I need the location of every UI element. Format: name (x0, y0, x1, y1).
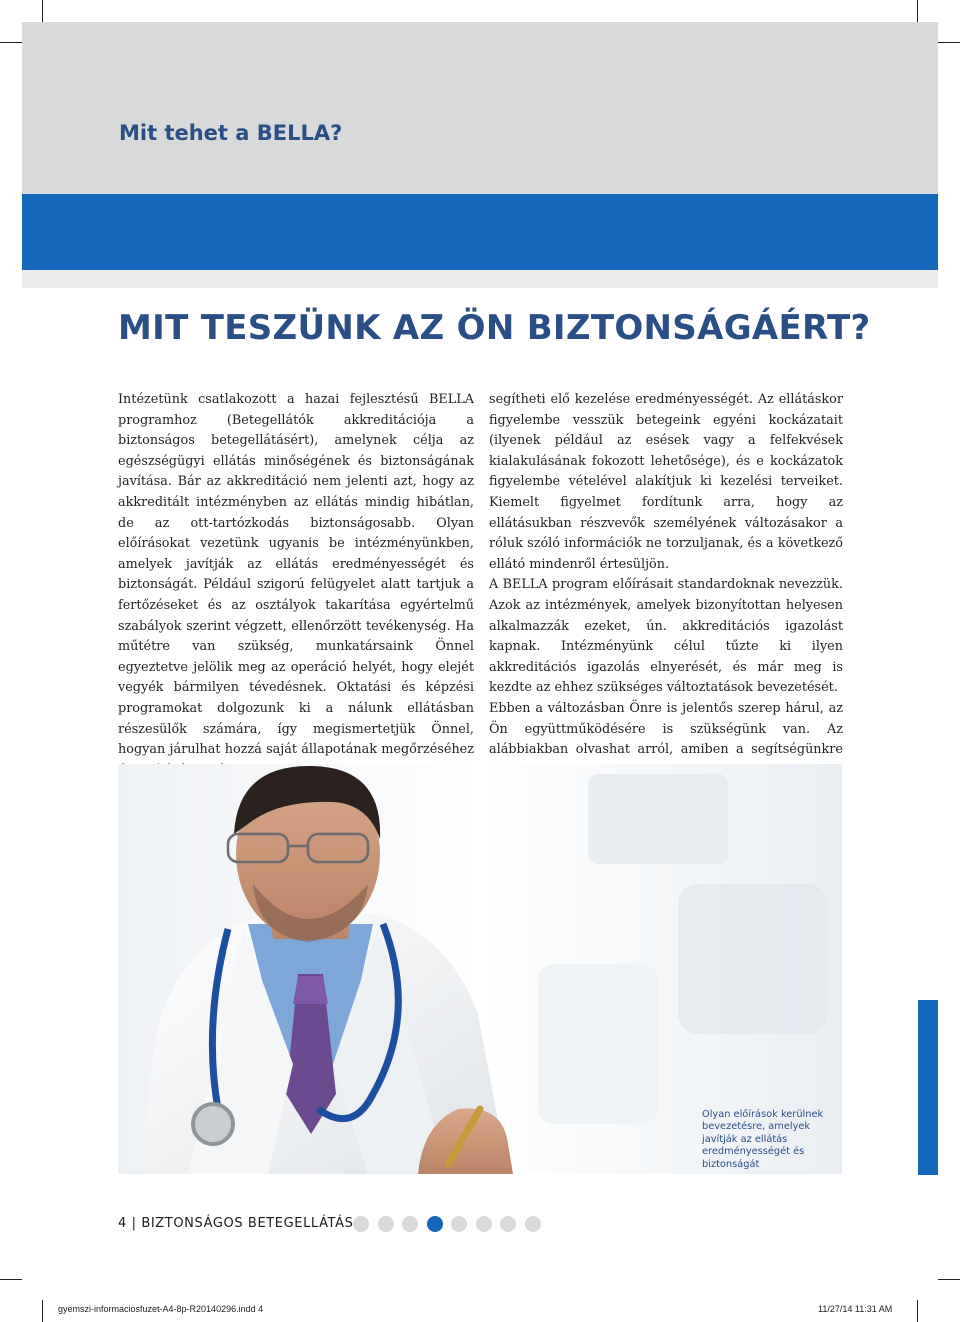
page-dot (500, 1216, 516, 1232)
page-dot (476, 1216, 492, 1232)
page-dot (451, 1216, 467, 1232)
page-dot (525, 1216, 541, 1232)
blue-band (22, 194, 938, 270)
crop-mark (938, 1279, 960, 1280)
body-column-right (489, 390, 843, 781)
light-band (22, 270, 938, 288)
side-accent-bar (918, 1000, 938, 1175)
page-dot (402, 1216, 418, 1232)
crop-mark (42, 1300, 43, 1322)
body-paragraph: Intézetünk csatlakozott a hazai fejlesztésű BELLA programhoz (Betegellátók akkreditációja a biztonságos betegellátásért), amelynek célja az egészségügyi ellátás minőségének és biztonságának javítása. Bár az akkreditáció nem jelenti azt, hogy az akkreditált intézményben az ellátás mindig hibátlan, de az ott-tartózkodás biztonságosabb. Olyan előírásokat vezetünk ugyanis be intézményünkben, amelyek javítják az ellátás eredményességét és biztonságát. Például szigorú felügyelet alatt tartjuk a fertőzéseket és az osztályok takarítása egyértelmű szabályok szerint végzett, ellenőrzött tevékenység. Ha műtétre van szükség, munkatársaink Önnel egyeztetve jelölik meg az operáció helyét, hogy elejét vegyék bármilyen tévedésnek. Oktatási és képzési programokat dolgozunk ki a nálunk ellátásban részesülők számára, így megismertetjük Önnel, hogyan járulhat hozzá saját állapotának megőrzéséhez (118, 392, 474, 758)
body-paragraph: A BELLA program előírásait standardoknak nevezzük. Azok az intézmények, amelyek bizonyítottan helyesen alkalmazzák ezeket, ún. akkreditációs igazolást kapnak. Intézményünk célul tűzte ki ilyen akkreditációs igazolás elnyerését, és már meg is kezdte az ehhez szükséges változtatások bevezetését. (489, 577, 843, 696)
page-dot (378, 1216, 394, 1232)
doctor-photo (118, 764, 842, 1174)
crop-mark (42, 0, 43, 22)
slug-timestamp: 11/27/14 11:31 AM (818, 1304, 893, 1314)
crop-mark (917, 1300, 918, 1322)
crop-mark (0, 1279, 22, 1280)
header-band (22, 22, 938, 194)
page-title: MIT TESZÜNK AZ ÖN BIZTONSÁGÁÉRT? (118, 308, 871, 348)
page-dot (353, 1216, 369, 1232)
crop-mark (917, 0, 918, 22)
crop-mark (938, 42, 960, 43)
footer-page-label: 4 | BIZTONSÁGOS BETEGELLÁTÁS (118, 1216, 354, 1231)
page-dot-active (427, 1216, 443, 1232)
section-label: Mit tehet a BELLA? (119, 121, 343, 145)
slug-file: gyemszi-informaciosfuzet-A4-8p-R20140296.indd 4 (58, 1304, 264, 1314)
body-column-left (118, 390, 474, 781)
body-paragraph: segítheti elő kezelése eredményességét. Az ellátáskor figyelembe vesszük betegeink egyéni kockázatait (ilyenek például az esések vagy a felfekvések kialakulásának fokozott lehetősége), és e kockázatok figyelembe vételével alakítjuk ki kezelési terveiket. Kiemelt figyelmet fordítunk arra, hogy az ellátásukban részvevők személyének változásakor a róluk szóló információk ne torzuljanak, és a következő ellátó mindenről értesüljön. (489, 392, 843, 572)
crop-mark (0, 42, 22, 43)
body-paragraph: Ebben a változásban Önre is jelentős szerep hárul, az Ön együttműködésére is szükségünk van. Az alábbiakban olvashat arról, amiben a segítségünkre (489, 700, 843, 758)
photo-caption: Olyan előírások kerülnek bevezetésre, amelyek javítják az ellátás eredményességét és biztonságát (702, 1109, 824, 1170)
